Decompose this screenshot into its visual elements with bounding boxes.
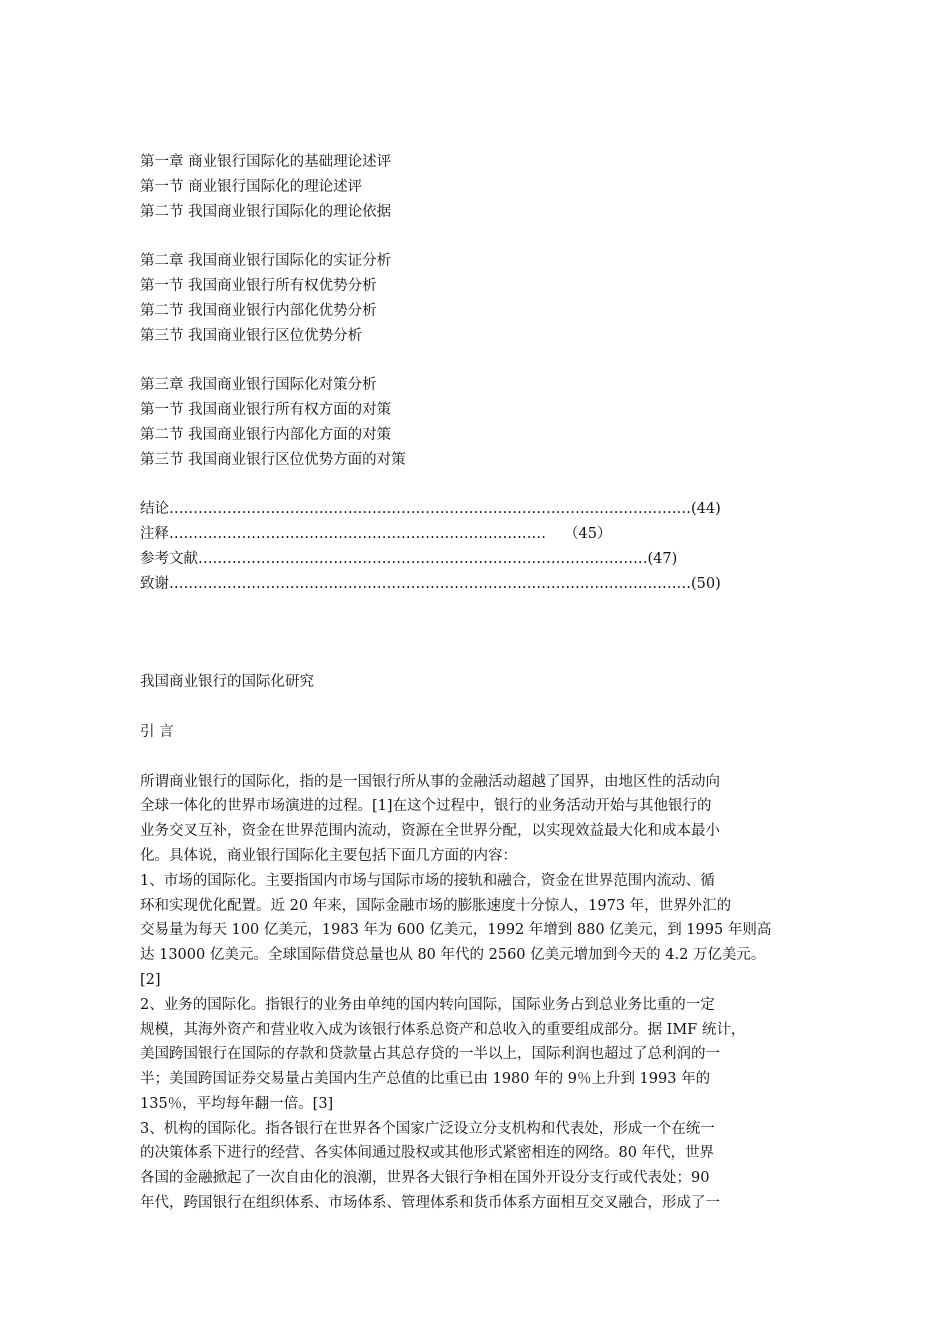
toc-chapter-2 bbox=[140, 249, 820, 348]
body-line: [2] bbox=[140, 971, 161, 988]
toc-chapter-title: 第三章 我国商业银行国际化对策分析 bbox=[140, 377, 377, 394]
document-title: 我国商业银行的国际化研究 bbox=[140, 674, 314, 691]
toc-chapter-title: 第一章 商业银行国际化的基础理论述评 bbox=[140, 154, 392, 170]
toc-back-matter bbox=[140, 497, 820, 596]
body-line: 所谓商业银行的国际化，指的是一国银行所从事的金融活动超越了国界，由地区性的活动向 bbox=[140, 773, 720, 790]
body-line: 环和实现优化配置。近 20 年来，国际金融市场的膨胀速度十分惊人，1973 年，世界外汇的 bbox=[140, 897, 732, 914]
toc-chapter-3 bbox=[140, 373, 820, 472]
toc-section: 第二节 我国商业银行内部化优势分析 bbox=[140, 302, 377, 319]
body-line: 美国跨国银行在国际的存款和贷款量占其总存贷的一半以上，国际利润也超过了总利润的一 bbox=[140, 1046, 720, 1063]
toc-section: 第二节 我国商业银行内部化方面的对策 bbox=[140, 426, 392, 443]
toc-section: 第一节 商业银行国际化的理论述评 bbox=[140, 178, 363, 195]
toc-chapter-1 bbox=[140, 150, 820, 224]
body-line: 交易量为每天 100 亿美元，1983 年为 600 亿美元，1992 年增到 880 亿美元，到 1995 年则高 bbox=[140, 922, 772, 939]
body-line: 业务交叉互补，资金在世界范围内流动，资源在全世界分配，以实现效益最大化和成本最小 bbox=[140, 823, 720, 840]
body-line: 达 13000 亿美元。全球国际借贷总量也从 80 年代的 2560 亿美元增加到今天的 4.2 万亿美元。 bbox=[140, 947, 766, 964]
toc-entry-notes bbox=[140, 522, 820, 547]
toc-chapter-title: 第二章 我国商业银行国际化的实证分析 bbox=[140, 253, 392, 270]
toc-entry-notes-label: 注释…………………………………………………………………… bbox=[140, 525, 546, 542]
toc-section: 第三节 我国商业银行区位优势方面的对策 bbox=[140, 451, 406, 468]
body-line: 的决策体系下进行的经营、各实体间通过股权或其他形式紧密相连的网络。80 年代，世界 bbox=[140, 1145, 715, 1162]
toc-entry-acknowledgements: 致谢………………………………………………………………………………………………(50) bbox=[140, 575, 721, 592]
document-page bbox=[140, 150, 820, 1216]
body-line: 135％，平均每年翻一倍。[3] bbox=[140, 1095, 334, 1112]
body-line: 各国的金融掀起了一次自由化的浪潮，世界各大银行争相在国外开设分支行或代表处；90 bbox=[140, 1170, 710, 1187]
body-line: 3、机构的国际化。指各银行在世界各个国家广泛设立分支机构和代表处，形成一个在统一 bbox=[140, 1120, 715, 1137]
body-line: 化。具体说，商业银行国际化主要包括下面几方面的内容： bbox=[140, 847, 517, 864]
toc-section: 第一节 我国商业银行所有权优势分析 bbox=[140, 277, 377, 294]
table-of-contents bbox=[140, 150, 820, 596]
body-line: 2、业务的国际化。指银行的业务由单纯的国内转向国际，国际业务占到总业务比重的一定 bbox=[140, 996, 715, 1013]
toc-section: 第二节 我国商业银行国际化的理论依据 bbox=[140, 203, 392, 220]
body-line: 1、市场的国际化。主要指国内市场与国际市场的接轨和融合，资金在世界范围内流动、循 bbox=[140, 872, 715, 889]
toc-entry-conclusion: 结论………………………………………………………………………………………………(44) bbox=[140, 501, 721, 518]
toc-entry-references: 参考文献…………………………………………………………………………………(47) bbox=[140, 550, 678, 567]
body-text bbox=[140, 770, 820, 1216]
body-line: 规模，其海外资产和营业收入成为该银行体系总资产和总收入的重要组成部分。据 IMF 统计， bbox=[140, 1021, 746, 1038]
toc-entry-notes-page: （45） bbox=[564, 525, 612, 542]
body-line: 全球一体化的世界市场演进的过程。[1]在这个过程中，银行的业务活动开始与其他银行的 bbox=[140, 798, 712, 815]
toc-section: 第三节 我国商业银行区位优势分析 bbox=[140, 327, 363, 344]
intro-heading: 引 言 bbox=[140, 723, 174, 740]
body-line: 半；美国跨国证券交易量占美国内生产总值的比重已由 1980 年的 9％上升到 1993 年的 bbox=[140, 1071, 711, 1088]
toc-section: 第一节 我国商业银行所有权方面的对策 bbox=[140, 401, 392, 418]
body-line: 年代，跨国银行在组织体系、市场体系、管理体系和货币体系方面相互交叉融合，形成了一 bbox=[140, 1195, 720, 1212]
